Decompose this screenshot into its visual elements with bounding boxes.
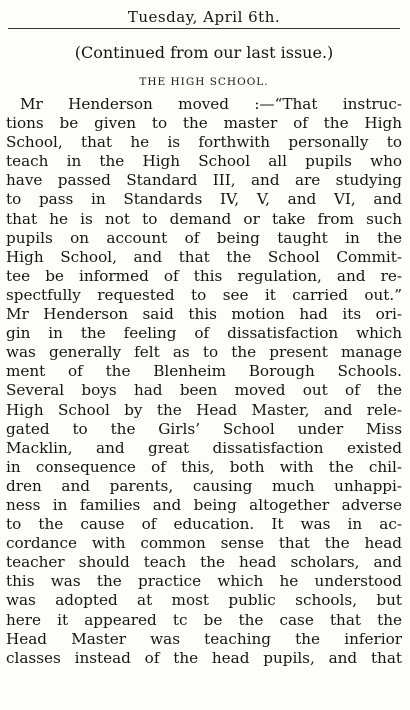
text-line: High School by the Head Master, and rele- xyxy=(6,400,402,419)
article-headline: THE HIGH SCHOOL. xyxy=(139,76,269,88)
text-line: gated to the Girls’ School under Miss xyxy=(6,419,402,438)
text-line: to pass in Standards IV, V, and VI, and xyxy=(6,190,402,209)
text-line: pupils on account of being taught in the xyxy=(6,228,402,247)
text-line: have passed Standard III, and are studying xyxy=(6,171,402,190)
text-line: Mr Henderson said this motion had its ori- xyxy=(6,305,402,324)
text-line: Macklin, and great dissatisfaction existed xyxy=(6,438,402,457)
text-line: Several boys had been moved out of the xyxy=(6,381,402,400)
text-line: ness in families and being altogether adverse xyxy=(6,495,402,514)
text-line: classes instead of the head pupils, and that xyxy=(6,648,402,667)
text-line: this was the practice which he understood xyxy=(6,572,402,591)
text-line: cordance with common sense that the head xyxy=(6,534,402,553)
text-line: Head Master was teaching the inferior xyxy=(6,629,402,648)
text-line: was adopted at most public schools, but xyxy=(6,591,402,610)
header-rule xyxy=(8,28,400,29)
text-line: tions be given to the master of the High xyxy=(6,114,402,133)
text-line: here it appeared tc be the case that the xyxy=(6,610,402,629)
text-line: tee be informed of this regulation, and re- xyxy=(6,266,402,285)
article-body xyxy=(6,95,402,668)
text-line: in consequence of this, both with the chil- xyxy=(6,457,402,476)
continued-note: (Continued from our last issue.) xyxy=(74,43,334,62)
text-line: to the cause of education. It was in ac- xyxy=(6,515,402,534)
dateline: Tuesday, April 6th. xyxy=(127,8,281,26)
text-line: was generally felt as to the present manage xyxy=(6,343,402,362)
text-line: that he is not to demand or take from such xyxy=(6,209,402,228)
text-line: teach in the High School all pupils who xyxy=(6,152,402,171)
text-line: teacher should teach the head scholars, and xyxy=(6,553,402,572)
text-line: Mr Henderson moved :—“That instruc- xyxy=(20,95,402,113)
text-line: spectfully requested to see it carried out.” xyxy=(6,285,402,304)
text-line: gin in the feeling of dissatisfaction which xyxy=(6,324,402,343)
text-line: High School, and that the School Commit- xyxy=(6,247,402,266)
text-line: School, that he is forthwith personally to xyxy=(6,133,402,152)
text-line: ment of the Blenheim Borough Schools. xyxy=(6,362,402,381)
text-line: dren and parents, causing much unhappi- xyxy=(6,476,402,495)
